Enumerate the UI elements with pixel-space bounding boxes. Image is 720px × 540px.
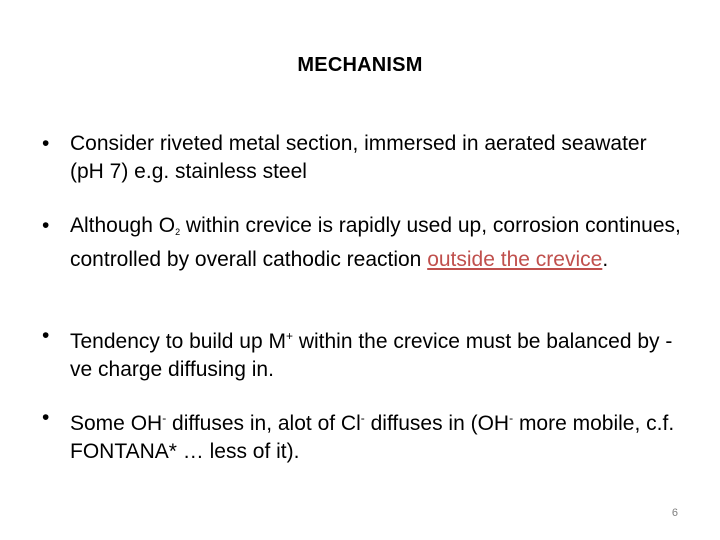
superscript: - (360, 411, 365, 425)
superscript: - (162, 411, 167, 425)
bullet-text: Tendency to build up M+ within the crevice must be balanced by -ve charge diffusing in. (70, 329, 673, 381)
bullet-item-2 (42, 212, 682, 274)
bullet-marker: • (42, 406, 50, 429)
slide-title: MECHANISM (297, 54, 423, 76)
superscript: + (285, 329, 293, 343)
bullet-text: Although $O_2$ within crevice is rapidly used up, corrosion continues, controlled by overall cathodic reaction outside the crevice. (70, 214, 681, 271)
page-number: 6 (671, 507, 678, 519)
bullet-marker: • (42, 324, 50, 347)
bullet-marker: • (42, 132, 50, 155)
bullet-text: Consider riveted metal section, immersed in aerated seawater (pH 7) e.g. stainless steel (70, 132, 647, 183)
superscript: - (509, 411, 514, 425)
bullet-item-1 (42, 130, 682, 186)
bullet-marker: • (42, 214, 50, 237)
outside-crevice-link[interactable]: outside the crevice (427, 248, 603, 271)
subscript: 2 (175, 227, 181, 237)
bullet-item-4 (42, 404, 682, 466)
bullet-text: Some OH- diffuses in, alot of Cl- diffuses in (OH- more mobile, c.f. FONTANA* … less of it). (70, 411, 675, 463)
bullet-item-3 (42, 322, 682, 384)
